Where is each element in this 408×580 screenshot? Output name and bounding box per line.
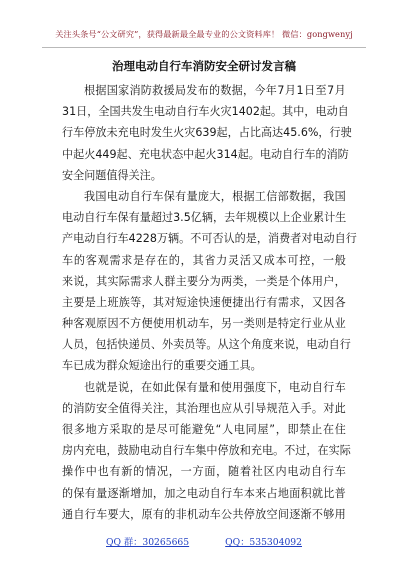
paragraph-3-line-5: 操 作 中 也 有 新 的 情 况 ， 一 方 面 ， 随 着 社 区 内 电 动 自 行 车 xyxy=(62,465,346,479)
paragraph-2-line-1: 我 国 电 动 自 行 车 保 有 量 庞 大 ， 根 据 工 信 部 数 据 ， 我 国 xyxy=(84,189,346,203)
paragraph-2-line-7: 种 客 观 原 因 不 方 便 使 用 机 动 车 ， 另 一 类 则 是 特 定 行 业 从 业 xyxy=(62,317,346,331)
paragraph-1-line-2: 3 1 日 ， 全 国 共 发 生 电 动 自 行 车 火 灾 1 4 0 2 起 。 其 中 ， 电 动 自 xyxy=(62,105,349,119)
document-body xyxy=(62,80,357,525)
paragraph-3-line-4: 房 内 充 电 ， 鼓 励 电 动 自 行 车 集 中 停 放 和 充 电 。 不 过 ， 在 实 际 xyxy=(62,444,351,458)
header-note: 关注头条号“公文研究”，获得最新最全最专业的公文资料库！ 微信：gongwenyj xyxy=(55,29,353,39)
paragraph-1-line-1: 根 据 国 家 消 防 救 援 局 发 布 的 数 据 ， 今 年 7 月 1 日 至 7 月 xyxy=(84,84,346,97)
paragraph-1-line-4: 中 起 火 4 4 9 起 、 充 电 状 态 中 起 火 3 1 4 起 。 电 动 自 行 车 的 消 防 xyxy=(62,147,349,161)
paragraph-2-line-3: 产 电 动 自 行 车 4 2 2 8 万 辆 。 不 可 否 认 的 是 ， 消 费 者 对 电 动 自 行 xyxy=(62,232,357,246)
document-title: 治理电动自行车消防安全研讨发言稿 xyxy=(112,59,296,73)
paragraph-3-line-2: 的 消 防 安 全 值 得 关 注 ， 其 治 理 也 应 从 引 导 规 范 入 手 。 对 此 xyxy=(62,401,346,415)
paragraph-3-line-1: 也 就 是 说 ， 在 如 此 保 有 量 和 使 用 强 度 下 ， 电 动 自 行 车 xyxy=(84,380,346,394)
paragraph-2-line-4: 车 的 客 观 需 求 是 存 在 的 ， 其 省 力 灵 活 又 成 本 可 控 ， 一 般 xyxy=(62,253,346,267)
paragraph-3-line-7: 通 自 行 车 要 大 ， 原 有 的 非 机 动 车 公 共 停 放 空 间 逐 渐 不 够 用 xyxy=(62,507,346,521)
header-divider xyxy=(42,47,366,48)
paragraph-2-line-5: 来 说 ， 其 实 际 需 求 人 群 主 要 分 为 两 类 ， 一 类 是 个 体 用 户 ， xyxy=(62,274,346,288)
footer-contacts xyxy=(0,534,408,548)
paragraph-2-line-9: 车已成为群众短途出行的重要交通工具。 xyxy=(62,359,262,373)
paragraph-2-line-8: 人 员 ， 包 括 快 递 员 、 外 卖 员 等 。 从 这 个 角 度 来 说 ， 电 动 自 行 xyxy=(62,338,351,352)
paragraph-1-line-3: 行 车 停 放 未 充 电 时 发 生 火 灾 6 3 9 起 ， 占 比 高 达 4 5 . 6 % ， 行 驶 xyxy=(62,126,352,140)
paragraph-3-line-3: 很 多 地 方 采 取 的 是 尽 可 能 避 免 “ 人 电 同 屋 ” ， 即 禁 止 在 住 xyxy=(62,423,346,436)
paragraph-3-line-6: 的 保 有 量 逐 渐 增 加 ， 加 之 电 动 自 行 车 本 来 占 地 面 积 就 比 普 xyxy=(62,486,346,500)
paragraph-2-line-6: 主 要 是 上 班 族 等 ， 其 对 短 途 快 速 便 捷 出 行 有 需 求 ， 又 因 各 xyxy=(62,295,346,309)
footer-qq: QQ：535304092 xyxy=(225,537,302,548)
paragraph-2-line-2: 电 动 自 行 车 保 有 量 超 过 3 . 5 亿 辆 ， 去 年 规 模 以 上 企 业 累 计 生 xyxy=(62,211,347,225)
paragraph-1-line-5: 安全问题值得关注。 xyxy=(62,168,162,182)
footer-qq-group: QQ 群：30265665 xyxy=(106,537,190,548)
